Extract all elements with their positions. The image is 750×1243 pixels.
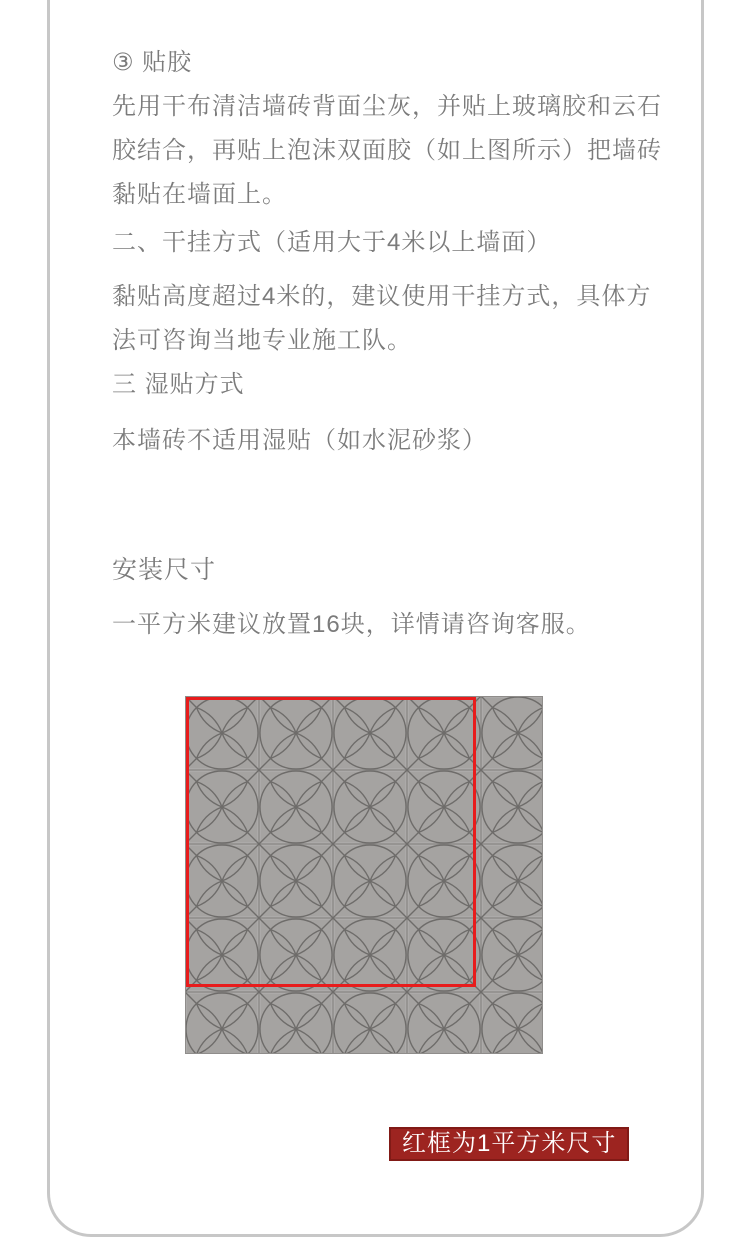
wet-paste-heading: 三 湿贴方式	[112, 371, 245, 398]
install-size-heading: 安装尺寸	[112, 556, 217, 584]
step-3-text-line: 胶结合，再贴上泡沫双面胶（如上图所示）把墙砖	[112, 137, 662, 164]
one-square-meter-frame	[186, 697, 476, 987]
tile-pattern-figure	[185, 696, 543, 1054]
step-3-heading: ③ 贴胶	[112, 49, 193, 76]
red-frame-caption: 红框为1平方米尺寸	[389, 1127, 629, 1161]
step-3-text-line: 先用干布清洁墙砖背面尘灰，并贴上玻璃胶和云石	[112, 93, 662, 120]
step-3-text-line: 黏贴在墙面上。	[112, 181, 287, 208]
wet-paste-text-line: 本墙砖不适用湿贴（如水泥砂浆）	[112, 427, 487, 454]
install-size-text-line: 一平方米建议放置16块，详情请咨询客服。	[112, 611, 591, 638]
dry-hang-text-line: 黏贴高度超过4米的，建议使用干挂方式，具体方	[112, 283, 652, 310]
dry-hang-text-line: 法可咨询当地专业施工队。	[112, 327, 412, 354]
dry-hang-heading: 二、干挂方式（适用大于4米以上墙面）	[112, 229, 552, 256]
